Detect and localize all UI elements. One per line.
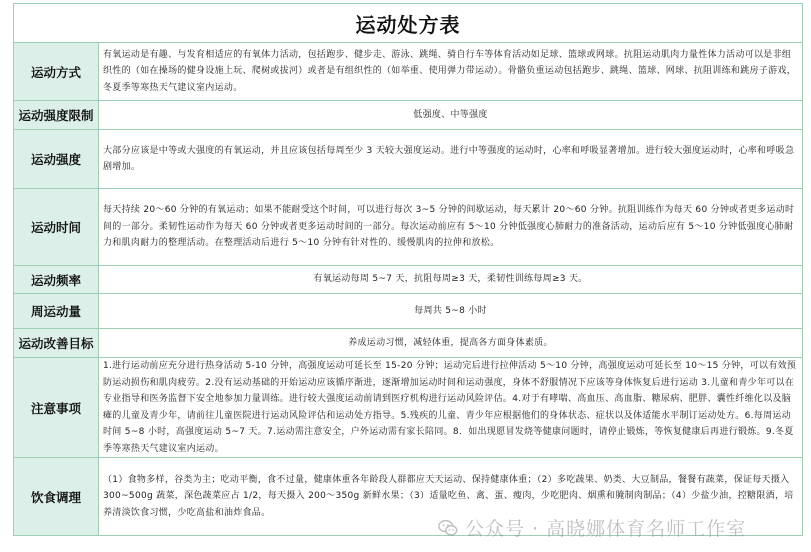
row-content-diet: （1）食物多样，谷类为主；吃动平衡，食不过量，健康体重各年龄段人群都应天天运动、保持健康体重；（2）多吃蔬果、奶类、大豆制品，餐餐有蔬菜，保证每天摄入 300~500g 蔬菜，深色蔬菜应占 1/2，每天摄入 200～350g 新鲜水果；（3）适量吃鱼、禽、蛋、瘦肉，少吃肥肉、烟熏和腌制肉制品；（4）少盐少油，控糖限酒，培养清淡饮食习惯，少吃高盐和油炸食品。 (99, 458, 803, 536)
table-row (14, 43, 803, 101)
row-label-precautions: 注意事项 (14, 358, 99, 458)
row-label-exercise-type: 运动方式 (14, 43, 99, 101)
table-row (14, 189, 803, 266)
row-label-intensity-limit: 运动强度限制 (14, 101, 99, 130)
row-content-frequency: 有氧运动每周 5~7 天，抗阻每周≥3 天，柔韧性训练每周≥3 天。 (99, 266, 803, 294)
row-label-weekly-volume: 周运动量 (14, 294, 99, 329)
table-row (14, 130, 803, 189)
row-label-diet: 饮食调理 (14, 458, 99, 536)
row-content-intensity-limit: 低强度、中等强度 (99, 101, 803, 130)
document-title: 运动处方表 (13, 3, 803, 42)
row-content-duration: 每天持续 20～60 分钟的有氧运动；如果不能耐受这个时间，可以进行每次 3~5 分钟的间歇运动，每天累计 20～60 分钟。抗阻训练作为每天 60 分钟或者更多运动时间的一部分。柔韧性运动作为每天 60 分钟或者更多运动时间的一部分。每次运动前应有 5～10 分钟低强度心肺耐力的准备活动，运动后应有 5～10 分钟低强度心肺耐力和肌肉耐力的整理活动。在整理活动后进行 5～10 分钟有针对性的、缓慢肌肉的拉伸和放松。 (99, 189, 803, 266)
table-row (14, 458, 803, 536)
table-row (14, 266, 803, 294)
row-content-goals: 养成运动习惯，减轻体重，提高各方面身体素质。 (99, 329, 803, 358)
table-row (14, 358, 803, 458)
prescription-table (13, 42, 803, 536)
table-row (14, 329, 803, 358)
row-content-weekly-volume: 每周共 5~8 小时 (99, 294, 803, 329)
row-content-precautions: 1.进行运动前应充分进行热身活动 5-10 分钟，高强度运动可延长至 15-20 分钟；运动完后进行拉伸活动 5～10 分钟，高强度运动可延长至 10～15 分钟，可以有效预防运动损伤和肌肉疲劳。2.没有运动基础的开始运动应该循序渐进，逐渐增加运动时间和运动强度，身体不舒服情况下应该等身体恢复后进行运动 3.儿童和青少年可以在专业指导和医务监督下安全地参加力量训练。进行较大强度运动前请到医疗机构进行运动风险评估。4.对于有哮喘、高血压、高血脂、糖尿病、肥胖、囊性纤维化以及脑瘫的儿童及青少年，请前往儿童医院进行运动风险评估和运动处方指导。5.残疾的儿童、青少年应根据他们的身体状态、症状以及体适能水平制订运动处方。6.每周运动时间 5~8 小时，高强度运动 5~7 天。7.运动需注意安全，户外运动需有家长陪同。8．如出现愿冒发烧等健康问题时，请停止锻炼，等恢复健康后再进行锻炼。9.冬夏季等寒热天气建议室内运动。 (99, 358, 803, 458)
table-row (14, 101, 803, 130)
row-content-intensity: 大部分应该是中等或大强度的有氧运动，并且应该包括每周至少 3 天较大强度运动。进行中等强度的运动时，心率和呼吸显著增加。进行较大强度运动时，心率和呼吸急剧增加。 (99, 130, 803, 189)
row-content-exercise-type: 有氧运动是有趣、与发育相适应的有氧体力活动，包括跑步、健步走、游泳、跳绳、骑自行车等体育活动如足球、篮球或网球。抗阻运动肌肉力量性体力活动可以是非组织性的（如在操场的健身设施上玩、爬树或拔河）或者是有组织性的（如举重、使用弹力带运动）。骨骼负重运动包括跑步、跳绳、篮球、网球、抗阻训练和跳房子游戏，冬夏季等寒热天气建议室内运动。 (99, 43, 803, 101)
row-label-duration: 运动时间 (14, 189, 99, 266)
prescription-document (13, 3, 803, 536)
row-label-intensity: 运动强度 (14, 130, 99, 189)
row-label-frequency: 运动频率 (14, 266, 99, 294)
row-label-goals: 运动改善目标 (14, 329, 99, 358)
table-row (14, 294, 803, 329)
watermark-text: 公众号 · 高晓娜体育名师工作室 (465, 518, 747, 540)
